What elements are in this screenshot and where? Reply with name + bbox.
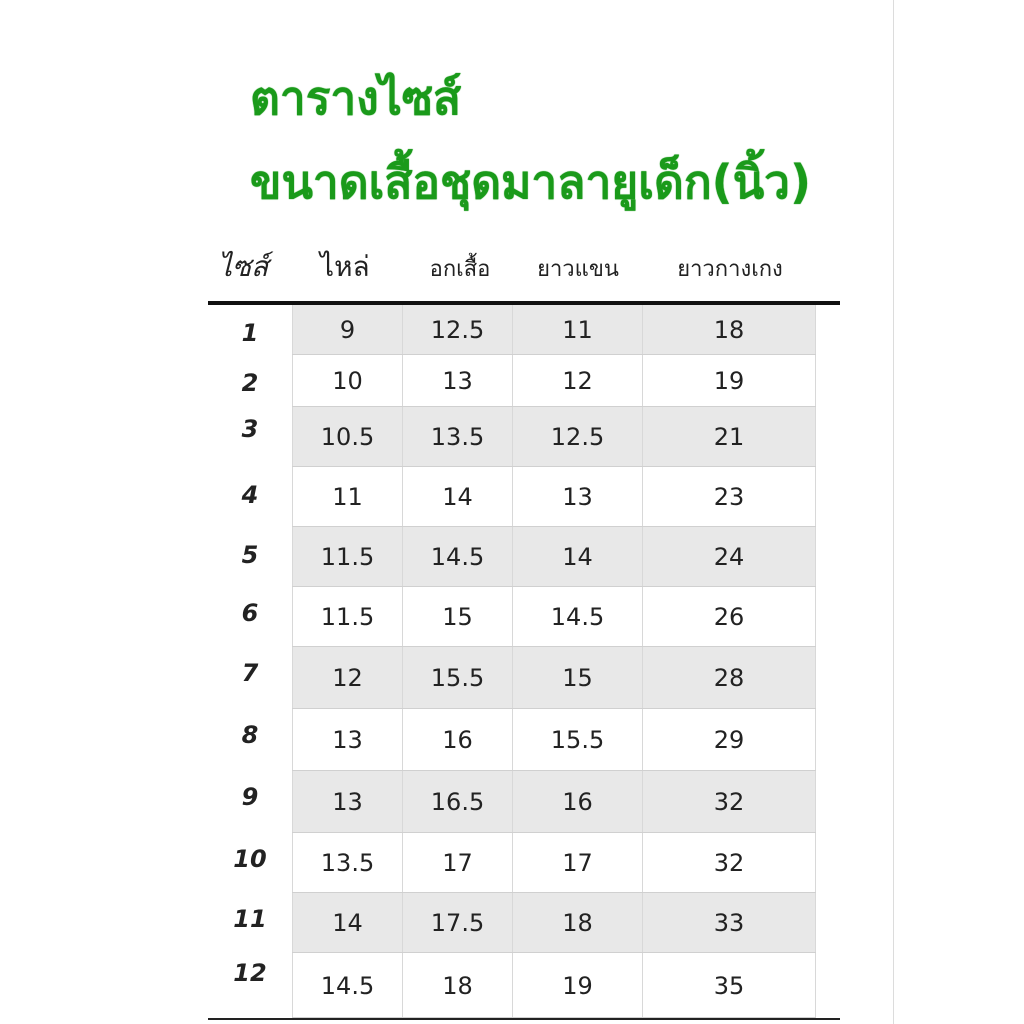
row-size-label: 6 xyxy=(241,599,259,627)
row-size-label: 3 xyxy=(241,415,259,443)
cell-chest: 15 xyxy=(402,587,512,647)
cell-pants: 23 xyxy=(642,467,816,527)
cell-chest: 15.5 xyxy=(402,647,512,709)
cell-shoulder: 10 xyxy=(292,355,402,407)
table-row xyxy=(210,893,816,953)
cell-sleeve: 15 xyxy=(512,647,642,709)
cell-sleeve: 17 xyxy=(512,833,642,893)
cell-chest: 12.5 xyxy=(402,305,512,355)
row-size-label: 4 xyxy=(241,481,259,509)
table-row xyxy=(210,305,816,355)
header-shoulder: ไหล่ xyxy=(320,250,370,283)
row-size-label: 10 xyxy=(233,845,267,873)
cell-shoulder: 12 xyxy=(292,647,402,709)
cell-sleeve: 18 xyxy=(512,893,642,953)
cell-pants: 19 xyxy=(642,355,816,407)
cell-sleeve: 13 xyxy=(512,467,642,527)
header-chest: อกเสื้อ xyxy=(429,257,491,282)
table-row xyxy=(210,527,816,587)
cell-shoulder: 11 xyxy=(292,467,402,527)
table-row xyxy=(210,647,816,709)
cell-pants: 33 xyxy=(642,893,816,953)
cell-sleeve: 14 xyxy=(512,527,642,587)
cell-chest: 17 xyxy=(402,833,512,893)
cell-shoulder: 14 xyxy=(292,893,402,953)
cell-chest: 16.5 xyxy=(402,771,512,833)
cell-pants: 32 xyxy=(642,771,816,833)
cell-sleeve: 16 xyxy=(512,771,642,833)
cell-shoulder: 11.5 xyxy=(292,527,402,587)
table-row xyxy=(210,833,816,893)
table-row xyxy=(210,587,816,647)
size-table xyxy=(210,305,816,1018)
row-size-label: 2 xyxy=(241,369,259,397)
cell-shoulder: 9 xyxy=(292,305,402,355)
page-title: ตารางไซส์ xyxy=(250,71,462,125)
cell-chest: 17.5 xyxy=(402,893,512,953)
cell-sleeve: 15.5 xyxy=(512,709,642,771)
cell-chest: 18 xyxy=(402,953,512,1018)
cell-chest: 13 xyxy=(402,355,512,407)
cell-shoulder: 10.5 xyxy=(292,407,402,467)
cell-pants: 29 xyxy=(642,709,816,771)
cell-chest: 16 xyxy=(402,709,512,771)
cell-sleeve: 14.5 xyxy=(512,587,642,647)
cell-shoulder: 13 xyxy=(292,771,402,833)
cell-pants: 24 xyxy=(642,527,816,587)
row-size-label: 12 xyxy=(233,959,267,987)
cell-shoulder: 11.5 xyxy=(292,587,402,647)
table-row xyxy=(210,709,816,771)
table-row xyxy=(210,407,816,467)
row-size-label: 7 xyxy=(241,659,259,687)
cell-pants: 21 xyxy=(642,407,816,467)
cell-chest: 14.5 xyxy=(402,527,512,587)
cell-chest: 13.5 xyxy=(402,407,512,467)
table-bottom-rule xyxy=(208,1018,840,1020)
page-subtitle: ขนาดเสื้อชุดมาลายูเด็ก(นิ้ว) xyxy=(250,155,812,209)
header-size: ไซส์ xyxy=(218,250,269,283)
table-row xyxy=(210,953,816,1018)
cell-shoulder: 14.5 xyxy=(292,953,402,1018)
table-row xyxy=(210,467,816,527)
cell-sleeve: 11 xyxy=(512,305,642,355)
row-size-label: 8 xyxy=(241,721,259,749)
table-header xyxy=(210,245,840,295)
cell-pants: 26 xyxy=(642,587,816,647)
cell-pants: 28 xyxy=(642,647,816,709)
header-pants: ยาวกางเกง xyxy=(677,257,783,282)
cell-pants: 35 xyxy=(642,953,816,1018)
cell-pants: 32 xyxy=(642,833,816,893)
cell-shoulder: 13.5 xyxy=(292,833,402,893)
row-size-label: 11 xyxy=(233,905,267,933)
row-size-label: 1 xyxy=(241,319,259,347)
cell-shoulder: 13 xyxy=(292,709,402,771)
cell-sleeve: 12 xyxy=(512,355,642,407)
row-size-label: 5 xyxy=(241,541,259,569)
cell-sleeve: 12.5 xyxy=(512,407,642,467)
header-sleeve: ยาวแขน xyxy=(537,257,619,282)
row-size-label: 9 xyxy=(241,783,259,811)
page-edge-divider xyxy=(893,0,894,1024)
table-row xyxy=(210,355,816,407)
cell-pants: 18 xyxy=(642,305,816,355)
cell-chest: 14 xyxy=(402,467,512,527)
cell-sleeve: 19 xyxy=(512,953,642,1018)
table-row xyxy=(210,771,816,833)
